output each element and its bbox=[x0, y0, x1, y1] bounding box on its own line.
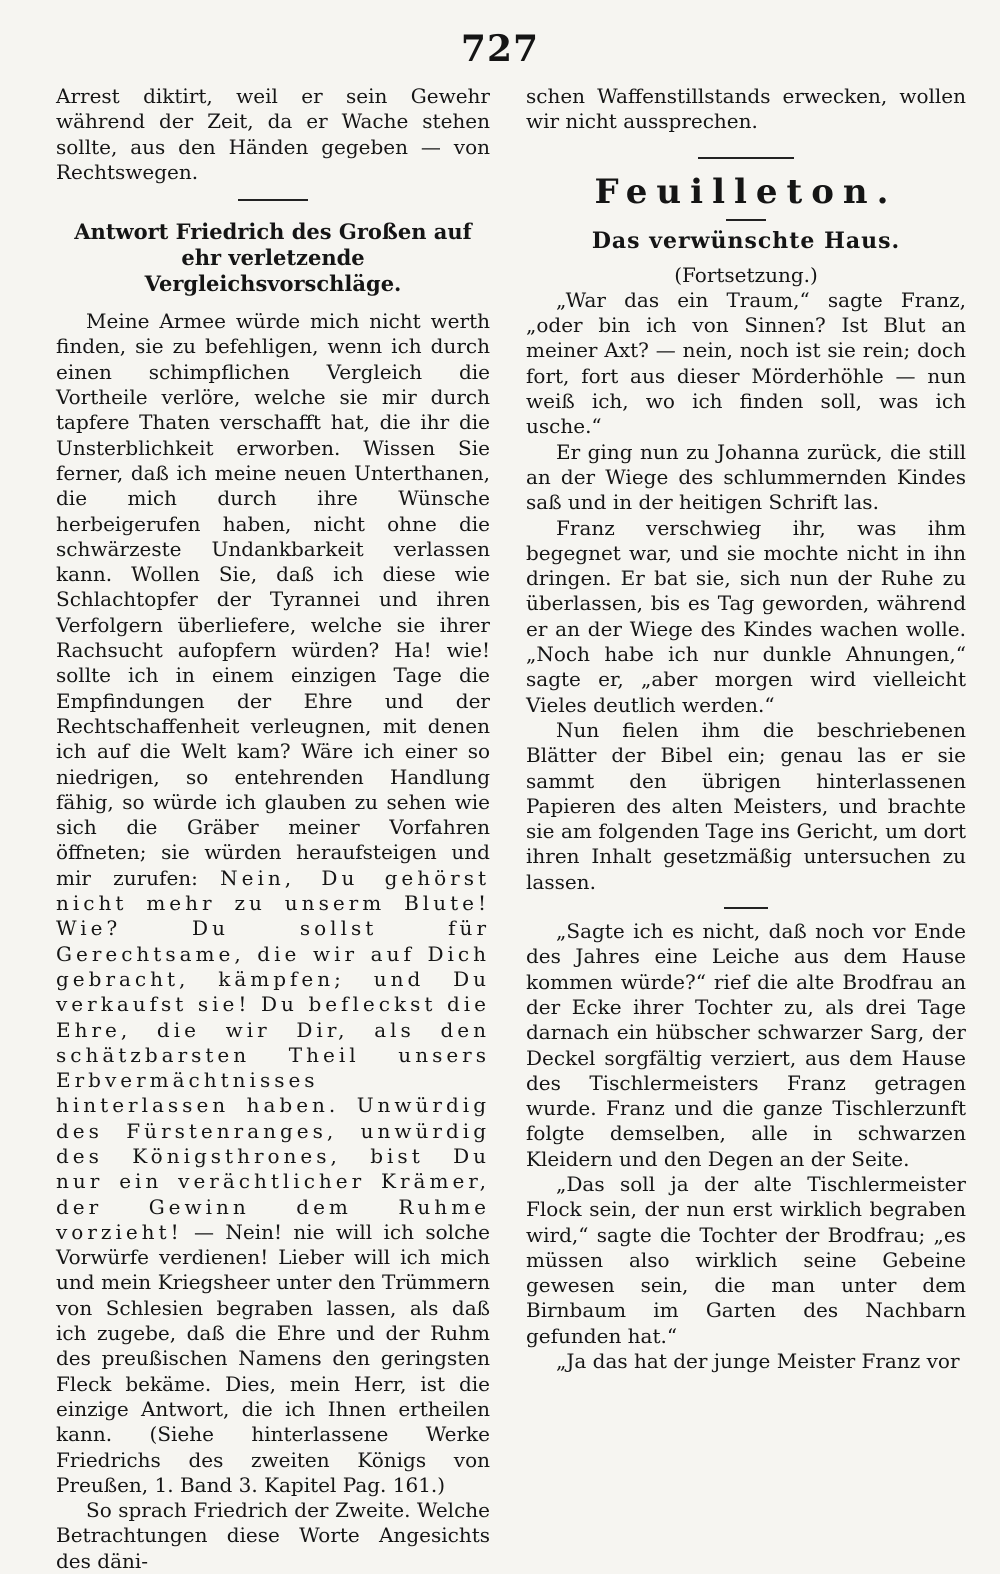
article-heading: Antwort Friedrich des Großen auf ehr verletzende Vergleichsvorschläge. bbox=[74, 219, 472, 297]
right-intro-paragraph: schen Waffenstillstands erwecken, wollen wir nicht aussprechen. bbox=[526, 84, 966, 134]
paragraph-text: Meine Armee würde mich nicht werth finden, sie zu befehligen, wenn ich durch einen schimpflichen Vergleich die Vortheile verlöre, welche sie mir durch tapfere Thaten verschafft hat, die ihr die Unsterblichkeit erworben. Wissen Sie ferner, daß ich meine neuen Unterthanen, die mich durch ihre Wünsche herbeigerufen haben, nicht ohne die schwärzeste Undankbarkeit verlassen kann. Wollen Sie, daß ich diese wie Schlachtopfer der Tyrannei und ihren Verfolgern überliefere, welche sie ihrer Rachsucht aufopfern würden? Ha! wie! sollte ich in einem einzigen Tage die Empfindungen der Ehre und der Rechtschaffenheit verleugnen, mit denen ich auf die Welt kam? Wäre ich einer so niedrigen, so entehrenden Handlung fähig, so würde ich glauben zu sehen wie sich die Gräber meiner Vorfahren öffneten; sie würden heraufsteigen und mir zurufen: bbox=[56, 309, 490, 890]
story-paragraph: „War das ein Traum,“ sagte Franz, „oder bin ich von Sinnen? Ist Blut an meiner Axt? — nein, noch ist sie rein; doch fort, fort aus dieser Mörderhöhle — nun weiß ich, wo ich finden soll, was ich usche.“ bbox=[526, 287, 966, 439]
story-paragraph: Nun fielen ihm die beschriebenen Blätter der Bibel ein; genau las er sie sammt den übrigen hinterlassenen Papieren des alten Meisters, und brachte sie am folgenden Tage ins Gericht, um dort ihren Inhalt gesetzmäßig untersuchen zu lassen. bbox=[526, 717, 966, 894]
section-title: Feuilleton. bbox=[594, 171, 898, 212]
emphasized-text: Nein, Du gehörst nicht mehr zu unserm Blute! Wie? Du sollst für Gerechtsame, die wir auf Dich gebracht, kämpfen; und Du verkaufst sie! Du befleckst die Ehre, die wir Dir, als den schätzbarsten Theil unsers Erbvermächtnisses hinterlassen haben. Unwürdig des Fürstenranges, unwürdig des Königsthrones, bist Du nur ein verächtlicher Krämer, der Gewinn dem Ruhme vorzieht! bbox=[56, 865, 490, 1244]
story-paragraph: „Ja das hat der junge Meister Franz vor bbox=[556, 1349, 960, 1374]
separator bbox=[238, 199, 308, 201]
page-number: 727 bbox=[460, 28, 540, 70]
story-paragraph: Er ging nun zu Johanna zurück, die still an der Wiege des schlummernden Kindes saß und in der heitigen Schrift las. bbox=[526, 439, 966, 515]
story-subtitle: (Fortsetzung.) bbox=[674, 262, 818, 287]
separator bbox=[724, 907, 768, 909]
paragraph-text: — Nein! nie will ich solche Vorwürfe verdienen! Lieber will ich mich und mein Kriegsheer unter den Trümmern von Schlesien begraben lassen, als daß ich zugebe, daß die Ehre und der Ruhm des preußischen Namens den geringsten Fleck bekäme. Dies, mein Herr, ist die einzige Antwort, die ich Ihnen ertheilen kann. (Siehe hinterlassene Werke Friedrichs des zweiten Königs von Preußen, 1. Band 3. Kapitel Pag. 161.) bbox=[56, 1219, 490, 1497]
story-paragraph: „Sagte ich es nicht, daß noch vor Ende des Jahres eine Leiche aus dem Hause kommen würde?“ rief die alte Brodfrau an der Ecke ihrer Tochter zu, als drei Tage darnach ein hübscher schwarzer Sarg, der Deckel sorgfältig verziert, aus dem Hause des Tischlermeisters Franz getragen wurde. Franz und die ganze Tischlerzunft folgte demselben, alle in schwarzen Kleidern und den Degen an der Seite. bbox=[526, 919, 966, 1171]
separator bbox=[698, 157, 794, 159]
story-paragraph: „Das soll ja der alte Tischlermeister Flock sein, der nun erst wirklich begraben wird,“ sagte die Tochter der Brodfrau; „es müssen also wirklich seine Gebeine gewesen sein, die man unter dem Birnbaum im Garten des Nachbarn gefunden hat.“ bbox=[526, 1171, 966, 1348]
left-column bbox=[56, 84, 490, 1574]
left-intro-paragraph: Arrest diktirt, weil er sein Gewehr während der Zeit, da er Wache stehen sollte, aus den Händen gegeben — von Rechtswegen. bbox=[56, 84, 490, 184]
article-paragraph bbox=[56, 309, 490, 1498]
right-column bbox=[526, 84, 966, 1374]
story-title: Das verwünschte Haus. bbox=[591, 227, 901, 254]
article-paragraph: So sprach Friedrich der Zweite. Welche Betrachtungen diese Worte Angesichts des däni- bbox=[56, 1498, 490, 1573]
separator bbox=[726, 219, 766, 221]
story-paragraph: Franz verschwieg ihr, was ihm begegnet war, und sie mochte nicht in ihn dringen. Er bat sie, sich nun der Ruhe zu überlassen, bis es Tag geworden, während er an der Wiege des Kindes wachen wolle. „Noch habe ich nur dunkle Ahnungen,“ sagte er, „aber morgen wird vielleicht Vieles deutlich werden.“ bbox=[526, 515, 966, 717]
